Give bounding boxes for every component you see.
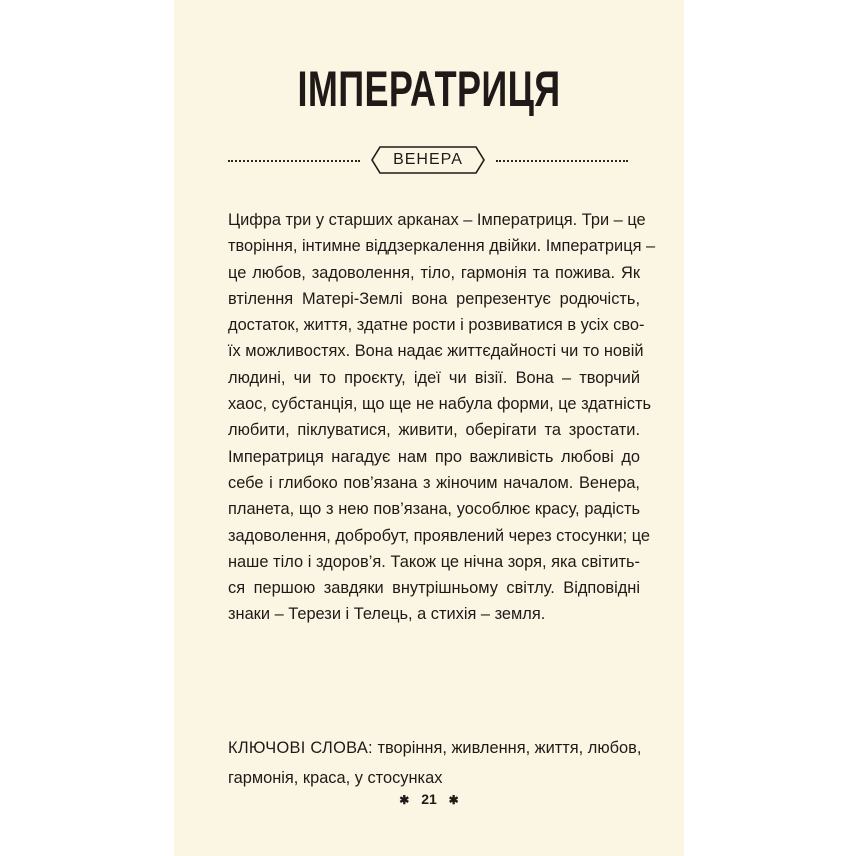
body-line: достаток, життя, здатне рости і розвиватися в усіх сво- <box>228 316 645 335</box>
page-title: ІМПЕРАТРИЦЯ <box>297 61 561 117</box>
keywords-line-2 <box>228 763 648 793</box>
body-line: хаос, субстанція, що ще не набула форми, це здатність <box>228 395 651 414</box>
dotted-rule-right <box>496 160 628 162</box>
body-line: втілення Матері-Землі вона репрезентує родючість, <box>228 289 640 308</box>
page-number: 21 <box>421 791 437 807</box>
star-ornament-icon: ✱ <box>399 793 410 807</box>
body-line: наше тіло і здоров’я. Також це нічна зоря, яка світить- <box>228 552 640 571</box>
planet-badge <box>370 145 486 175</box>
planet-divider <box>228 145 628 175</box>
body-line: любити, піклуватися, живити, оберігати та зростати. <box>228 421 640 440</box>
star-ornament-icon: ✱ <box>448 793 459 807</box>
body-line: ся першою завдяки внутрішньому світлу. Відповідні <box>228 579 640 598</box>
body-line: себе і глибоко пов’язана з жіночим началом. Венера, <box>228 473 640 492</box>
keywords-label: КЛЮЧОВІ СЛОВА: <box>228 739 373 757</box>
body-line: задоволення, добробут, проявлений через стосунки; це <box>228 526 651 545</box>
page-number-footer <box>174 791 684 807</box>
keywords-line-1 <box>228 733 648 763</box>
book-page <box>174 0 684 856</box>
body-line: творіння, інтимне віддзеркалення двійки. Імператриця – <box>228 237 656 256</box>
body-line: Імператриця нагадує нам про важливість любові до <box>228 447 640 466</box>
keywords-list-part-1: творіння, живлення, життя, любов, <box>377 739 642 757</box>
keywords-list-part-2: гармонія, краса, у стосунках <box>228 769 443 787</box>
body-line: знаки – Терези і Телець, а стихія – земля. <box>228 605 546 624</box>
body-line: їх можливостях. Вона надає життєдайності чи то новій <box>228 342 644 361</box>
body-line: це любов, задоволення, тіло, гармонія та пожива. Як <box>228 263 640 282</box>
keywords-block <box>228 733 648 793</box>
body-line: Цифра три у старших арканах – Імператриця. Три – це <box>228 211 646 229</box>
planet-label: ВЕНЕРА <box>393 151 463 168</box>
body-line: планета, що з нею пов’язана, уособлює красу, радість <box>228 500 640 519</box>
dotted-rule-left <box>228 160 360 162</box>
body-paragraph <box>228 207 656 628</box>
body-line: людині, чи то проєкту, ідеї чи візії. Вона – творчий <box>228 368 640 387</box>
